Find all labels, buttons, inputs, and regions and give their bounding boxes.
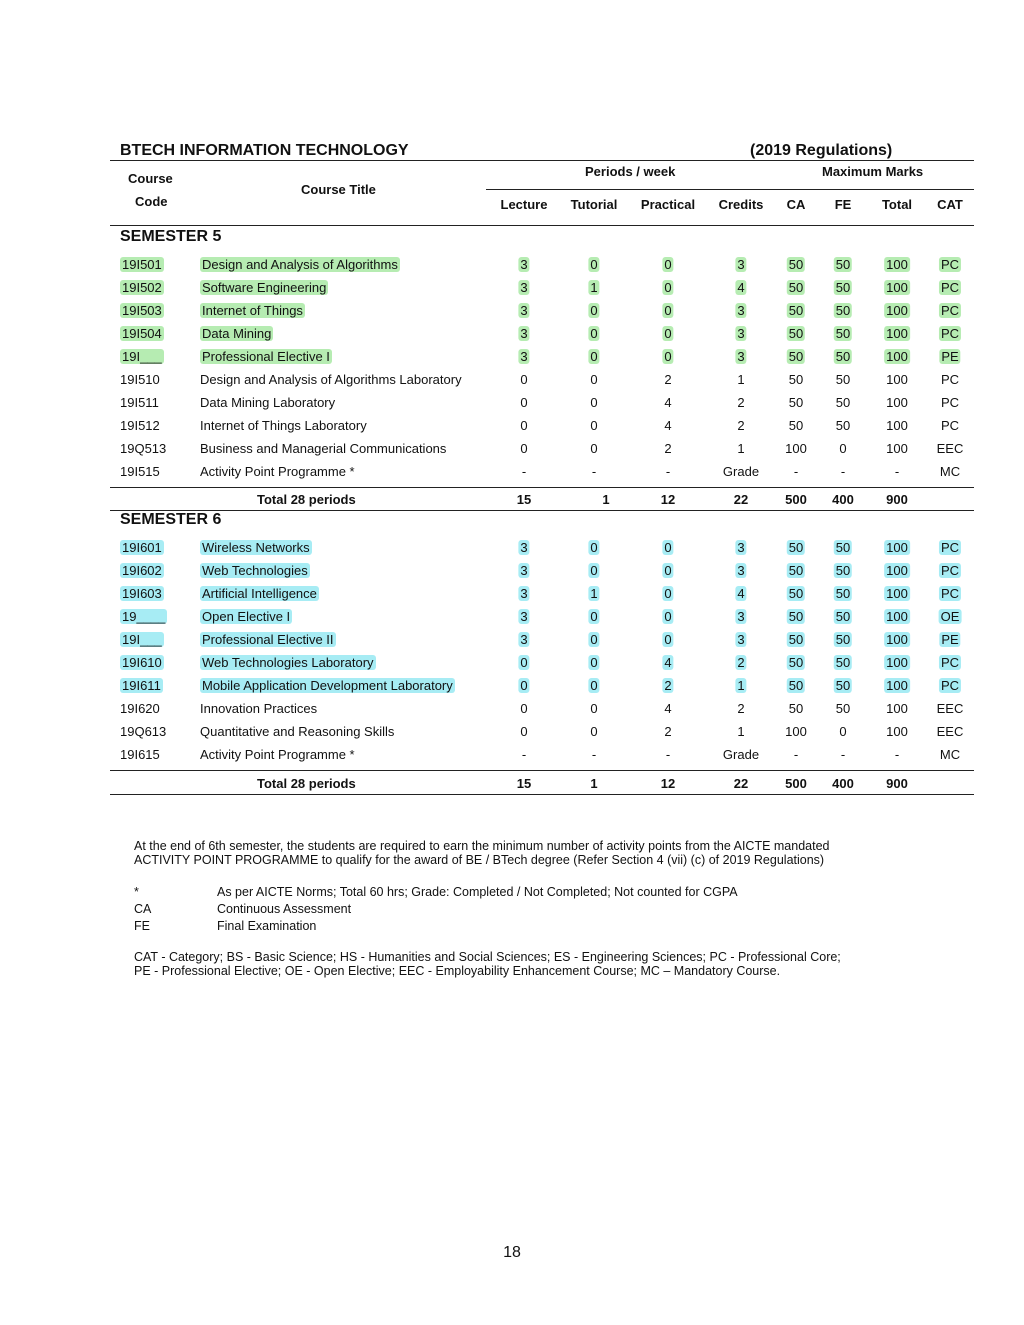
cell-t: 0 (590, 724, 598, 739)
course-code: 19I515 (120, 464, 160, 479)
cell-t: 0 (590, 257, 598, 272)
cell-cat: PC (940, 563, 960, 578)
total-p: 12 (660, 492, 676, 507)
cell-t: 0 (590, 609, 598, 624)
activity-note-line1: At the end of 6th semester, the students are required to earn the minimum number of activity points from the AICTE mandated (134, 839, 830, 853)
cell-cat: PC (940, 395, 960, 410)
col-lecture: Lecture (500, 197, 548, 212)
course-code: 19I503 (122, 303, 162, 318)
cell-ca: 50 (788, 586, 804, 601)
legend-key-ca: CA (134, 902, 152, 916)
cell-total: 100 (886, 257, 908, 272)
cell-cat: OE (940, 609, 960, 624)
legend-value-ca: Continuous Assessment (217, 902, 352, 916)
cell-p: 4 (664, 395, 672, 410)
regulation-label: (2019 Regulations) (750, 142, 893, 159)
cell-fe: 50 (835, 563, 851, 578)
cell-c: 2 (737, 418, 745, 433)
total-t: 1 (602, 492, 610, 507)
cell-cat: PC (940, 655, 960, 670)
course-row (0, 276, 1024, 299)
cell-t: 0 (590, 326, 598, 341)
course-code: 19I620 (120, 701, 160, 716)
cell-c: 3 (737, 257, 745, 272)
cell-total: 100 (886, 609, 908, 624)
total-row (0, 772, 1024, 795)
cell-p: 0 (664, 303, 672, 318)
cell-cat: EEC (936, 724, 964, 739)
total-total: 900 (886, 492, 908, 507)
semester-6-heading: SEMESTER 6 (120, 511, 222, 528)
total-label: Total 28 periods (257, 492, 356, 507)
col-practical: Practical (640, 197, 696, 212)
cell-c: 1 (737, 441, 745, 456)
cell-ca: 50 (788, 395, 804, 410)
course-title: Artificial Intelligence (202, 586, 317, 601)
course-code: 19I___ (122, 349, 162, 364)
total-ca: 500 (785, 776, 807, 791)
cell-l: 0 (520, 701, 528, 716)
cell-total: 100 (886, 586, 908, 601)
cell-fe: 50 (835, 349, 851, 364)
cell-p: 0 (664, 632, 672, 647)
course-title: Data Mining (202, 326, 272, 341)
cell-fe: 50 (835, 280, 851, 295)
course-code: 19Q513 (120, 441, 167, 456)
course-code: 19I502 (122, 280, 162, 295)
cell-fe: 0 (839, 441, 847, 456)
total-ca: 500 (785, 492, 807, 507)
cell-total: - (894, 464, 900, 479)
cell-t: 0 (590, 441, 598, 456)
cell-p: 0 (664, 349, 672, 364)
cell-fe: 50 (835, 326, 851, 341)
cell-fe: 50 (835, 655, 851, 670)
cell-p: 0 (664, 280, 672, 295)
course-row (0, 299, 1024, 322)
cell-l: 3 (520, 349, 528, 364)
cell-t: 0 (590, 655, 598, 670)
course-row (0, 437, 1024, 460)
cell-p: 2 (664, 724, 672, 739)
cell-l: 3 (520, 303, 528, 318)
cell-l: 0 (520, 724, 528, 739)
cell-t: 0 (590, 418, 598, 433)
semester-6-bottom-rule (110, 794, 974, 795)
course-code: 19I603 (122, 586, 162, 601)
course-row (0, 605, 1024, 628)
cell-fe: 50 (835, 540, 851, 555)
cell-total: 100 (886, 563, 908, 578)
cell-fe: 50 (835, 303, 851, 318)
cell-ca: 50 (788, 563, 804, 578)
cell-p: - (665, 464, 671, 479)
course-title: Mobile Application Development Laboratory (202, 678, 453, 693)
cell-c: 3 (737, 303, 745, 318)
cell-ca: 50 (788, 326, 804, 341)
cell-cat: EEC (936, 701, 964, 716)
cell-l: 0 (520, 395, 528, 410)
activity-note-line2: ACTIVITY POINT PROGRAMME to qualify for the award of BE / BTech degree (Refer Section 4 (vii) (c) of 2019 Regulations) (134, 853, 825, 867)
course-title: Activity Point Programme * (200, 747, 355, 762)
cell-p: 0 (664, 609, 672, 624)
course-code: 19I610 (122, 655, 162, 670)
cell-p: 0 (664, 586, 672, 601)
course-title: Open Elective I (202, 609, 291, 624)
course-row (0, 628, 1024, 651)
cell-total: 100 (886, 372, 908, 387)
cell-fe: 50 (835, 257, 851, 272)
cell-cat: PC (940, 586, 960, 601)
cell-c: 1 (737, 678, 745, 693)
cell-c: 3 (737, 632, 745, 647)
total-l: 15 (516, 492, 532, 507)
course-code-header-line1: Course (128, 171, 173, 186)
cell-t: 0 (590, 395, 598, 410)
cell-c: 1 (737, 724, 745, 739)
cell-t: 0 (590, 540, 598, 555)
course-row (0, 697, 1024, 720)
cell-c: 4 (737, 280, 745, 295)
cell-cat: MC (939, 464, 961, 479)
cell-cat: PC (940, 257, 960, 272)
cell-ca: 50 (788, 349, 804, 364)
subheader-rule (486, 189, 974, 190)
cell-total: 100 (886, 678, 908, 693)
course-title: Web Technologies (202, 563, 308, 578)
header-top-rule (110, 160, 974, 161)
course-title: Quantitative and Reasoning Skills (200, 724, 395, 739)
total-c: 22 (733, 492, 749, 507)
category-note-line1: CAT - Category; BS - Basic Science; HS - Humanities and Social Sciences; ES - Engineering Sciences; PC - Professional Core; (134, 950, 841, 964)
cell-ca: - (793, 464, 799, 479)
course-code: 19I511 (120, 395, 159, 410)
total-p: 12 (660, 776, 676, 791)
cell-l: 3 (520, 609, 528, 624)
course-row (0, 253, 1024, 276)
cell-cat: EEC (936, 441, 964, 456)
semester-5-heading: SEMESTER 5 (120, 228, 222, 245)
total-label: Total 28 periods (257, 776, 356, 791)
course-title: Professional Elective I (202, 349, 330, 364)
cell-fe: 50 (835, 372, 851, 387)
cell-ca: 100 (785, 724, 807, 739)
cell-total: 100 (886, 701, 908, 716)
cell-cat: PE (941, 632, 959, 647)
cell-p: 4 (664, 655, 672, 670)
cell-l: - (521, 464, 527, 479)
cell-fe: - (840, 464, 846, 479)
cell-ca: 50 (788, 418, 804, 433)
legend-key-asterisk: * (134, 885, 139, 899)
course-title: Business and Managerial Communications (200, 441, 447, 456)
course-title: Design and Analysis of Algorithms (202, 257, 398, 272)
periods-group-header: Periods / week (585, 164, 676, 179)
cell-t: 0 (590, 632, 598, 647)
cell-c: 2 (737, 701, 745, 716)
course-row (0, 345, 1024, 368)
cell-t: 0 (590, 349, 598, 364)
course-code: 19____ (122, 609, 166, 624)
cell-fe: 0 (839, 724, 847, 739)
cell-t: 0 (590, 678, 598, 693)
marks-group-header: Maximum Marks (822, 164, 924, 179)
cell-ca: 50 (788, 632, 804, 647)
course-title: Internet of Things Laboratory (200, 418, 367, 433)
cell-p: 0 (664, 326, 672, 341)
cell-l: 3 (520, 326, 528, 341)
cell-cat: PC (940, 678, 960, 693)
course-row (0, 391, 1024, 414)
cell-total: 100 (886, 303, 908, 318)
cell-ca: 50 (788, 540, 804, 555)
col-ca: CA (786, 197, 806, 212)
legend-value-asterisk: As per AICTE Norms; Total 60 hrs; Grade: Completed / Not Completed; Not counted for CGPA (217, 885, 738, 899)
category-note-line2: PE - Professional Elective; OE - Open Elective; EEC - Employability Enhancement Course; MC – Mandatory Course. (134, 964, 781, 978)
course-code: 19I601 (122, 540, 162, 555)
course-code: 19Q613 (120, 724, 167, 739)
cell-p: 4 (664, 418, 672, 433)
cell-c: 3 (737, 326, 745, 341)
total-row (0, 488, 1024, 511)
cell-fe: - (840, 747, 846, 762)
total-t: 1 (590, 776, 598, 791)
legend-key-fe: FE (134, 919, 150, 933)
cell-total: 100 (886, 326, 908, 341)
cell-c: Grade (722, 747, 760, 762)
cell-fe: 50 (835, 395, 851, 410)
cell-t: 1 (590, 280, 598, 295)
cell-total: 100 (886, 441, 908, 456)
course-title: Software Engineering (202, 280, 327, 295)
course-row (0, 414, 1024, 437)
course-title: Professional Elective II (202, 632, 334, 647)
cell-total: 100 (886, 632, 908, 647)
course-title: Innovation Practices (200, 701, 318, 716)
cell-l: - (521, 747, 527, 762)
col-total: Total (881, 197, 913, 212)
course-row (0, 743, 1024, 766)
cell-cat: PC (940, 418, 960, 433)
cell-c: Grade (722, 464, 760, 479)
cell-l: 0 (520, 678, 528, 693)
course-code: 19I512 (120, 418, 160, 433)
course-title: Internet of Things (202, 303, 303, 318)
cell-total: 100 (886, 655, 908, 670)
cell-total: 100 (886, 540, 908, 555)
cell-c: 3 (737, 609, 745, 624)
course-title: Design and Analysis of Algorithms Laboratory (200, 372, 462, 387)
course-code-header-line2: Code (135, 194, 168, 209)
col-tutorial: Tutorial (570, 197, 618, 212)
course-row (0, 582, 1024, 605)
cell-l: 3 (520, 280, 528, 295)
cell-ca: 50 (788, 257, 804, 272)
cell-t: 0 (590, 563, 598, 578)
cell-p: 2 (664, 372, 672, 387)
cell-t: 1 (590, 586, 598, 601)
cell-cat: MC (939, 747, 961, 762)
cell-fe: 50 (835, 701, 851, 716)
cell-fe: 50 (835, 678, 851, 693)
total-l: 15 (516, 776, 532, 791)
course-title: Web Technologies Laboratory (202, 655, 374, 670)
cell-total: 100 (886, 349, 908, 364)
cell-l: 0 (520, 655, 528, 670)
course-title: Wireless Networks (202, 540, 310, 555)
cell-l: 0 (520, 372, 528, 387)
page-number: 18 (503, 1244, 521, 1261)
cell-c: 3 (737, 563, 745, 578)
cell-fe: 50 (835, 609, 851, 624)
cell-l: 3 (520, 257, 528, 272)
semester-5-bottom-rule (110, 510, 974, 511)
course-code: 19I501 (122, 257, 162, 272)
cell-l: 0 (520, 441, 528, 456)
cell-ca: 50 (788, 280, 804, 295)
cell-t: 0 (590, 372, 598, 387)
cell-t: - (591, 464, 597, 479)
cell-cat: PE (941, 349, 959, 364)
cell-ca: 50 (788, 678, 804, 693)
course-code: 19I611 (122, 678, 161, 693)
cell-ca: - (793, 747, 799, 762)
course-row (0, 460, 1024, 483)
cell-p: 0 (664, 563, 672, 578)
col-cat: CAT (937, 197, 963, 212)
cell-cat: PC (940, 540, 960, 555)
cell-c: 2 (737, 655, 745, 670)
header-bottom-rule (110, 225, 974, 226)
cell-ca: 50 (788, 303, 804, 318)
course-title-header: Course Title (301, 182, 376, 197)
semester-6-total-rule (110, 770, 974, 771)
course-row (0, 322, 1024, 345)
total-total: 900 (886, 776, 908, 791)
course-row (0, 651, 1024, 674)
col-credits: Credits (718, 197, 764, 212)
cell-total: 100 (886, 724, 908, 739)
cell-fe: 50 (835, 418, 851, 433)
cell-fe: 50 (835, 632, 851, 647)
cell-c: 3 (737, 540, 745, 555)
cell-cat: PC (940, 303, 960, 318)
course-row (0, 536, 1024, 559)
cell-t: 0 (590, 303, 598, 318)
course-code: 19I___ (122, 632, 162, 647)
course-row (0, 559, 1024, 582)
cell-c: 4 (737, 586, 745, 601)
cell-total: 100 (886, 395, 908, 410)
course-code: 19I615 (120, 747, 160, 762)
cell-p: 0 (664, 540, 672, 555)
total-fe: 400 (832, 776, 854, 791)
course-title: Activity Point Programme * (200, 464, 355, 479)
cell-l: 3 (520, 632, 528, 647)
course-code: 19I504 (122, 326, 162, 341)
cell-total: 100 (886, 418, 908, 433)
cell-total: 100 (886, 280, 908, 295)
course-row (0, 720, 1024, 743)
cell-ca: 50 (788, 609, 804, 624)
legend-value-fe: Final Examination (217, 919, 317, 933)
cell-p: 2 (664, 678, 672, 693)
cell-ca: 50 (788, 701, 804, 716)
cell-total: - (894, 747, 900, 762)
cell-l: 0 (520, 418, 528, 433)
cell-p: 4 (664, 701, 672, 716)
course-code: 19I602 (122, 563, 162, 578)
cell-c: 1 (737, 372, 745, 387)
total-c: 22 (733, 776, 749, 791)
cell-l: 3 (520, 586, 528, 601)
program-title: BTECH INFORMATION TECHNOLOGY (120, 142, 409, 159)
cell-p: 2 (664, 441, 672, 456)
cell-fe: 50 (835, 586, 851, 601)
cell-ca: 100 (785, 441, 807, 456)
cell-t: 0 (590, 701, 598, 716)
cell-l: 3 (520, 540, 528, 555)
course-row (0, 674, 1024, 697)
cell-c: 2 (737, 395, 745, 410)
course-row (0, 368, 1024, 391)
cell-cat: PC (940, 280, 960, 295)
total-fe: 400 (832, 492, 854, 507)
cell-cat: PC (940, 372, 960, 387)
cell-p: 0 (664, 257, 672, 272)
cell-cat: PC (940, 326, 960, 341)
cell-c: 3 (737, 349, 745, 364)
cell-l: 3 (520, 563, 528, 578)
cell-t: - (591, 747, 597, 762)
cell-ca: 50 (788, 655, 804, 670)
cell-p: - (665, 747, 671, 762)
course-code: 19I510 (120, 372, 160, 387)
cell-ca: 50 (788, 372, 804, 387)
col-fe: FE (834, 197, 852, 212)
course-title: Data Mining Laboratory (200, 395, 336, 410)
